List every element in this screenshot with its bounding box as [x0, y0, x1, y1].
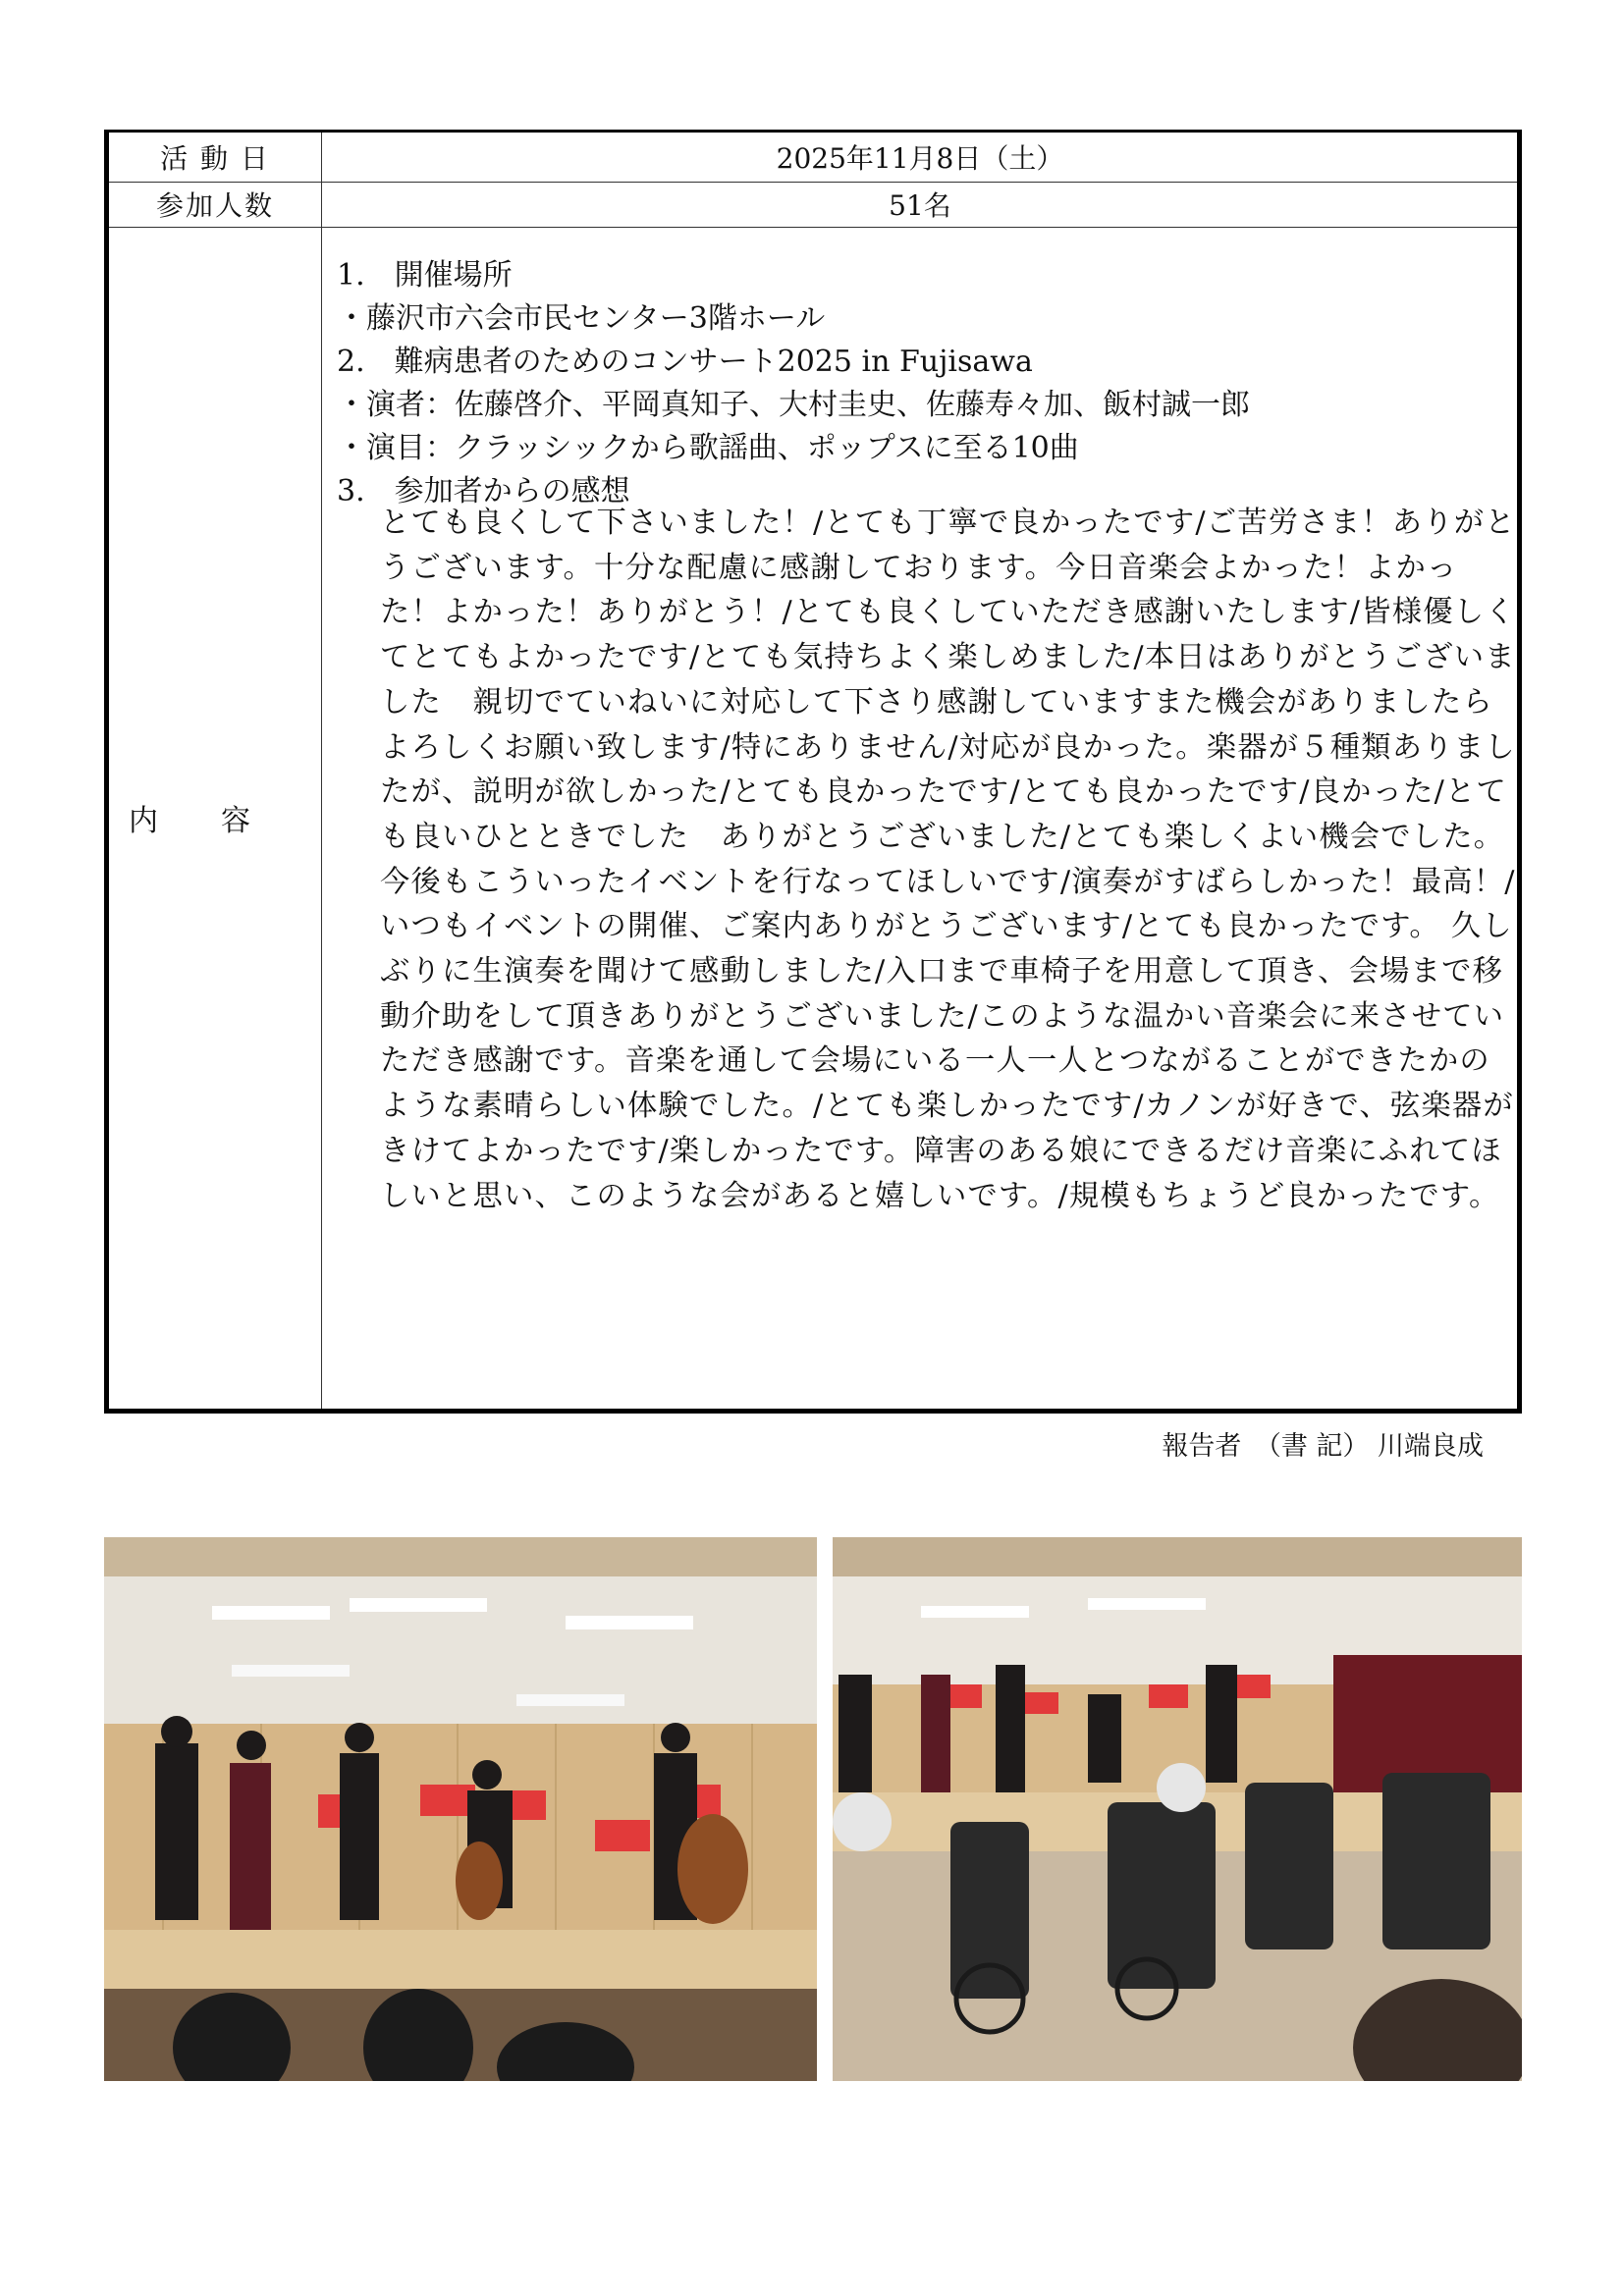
report-table [104, 130, 1522, 1462]
content-row [109, 227, 1517, 1462]
heading-concert: 2. 難病患者のためのコンサート2025 in Fujisawa [337, 345, 1033, 379]
venue-line: ・藤沢市六会市民センター3階ホール [337, 301, 826, 336]
activity-date-label: 活 動 日 [160, 142, 270, 175]
content-label-char-1: 内 [129, 804, 158, 838]
content-body [337, 227, 1516, 1462]
performers-line: ・演者：佐藤啓介、平岡真知子、大村圭史、佐藤寿々加、飯村誠一郎 [337, 388, 1250, 422]
participants-value: 51名 [889, 189, 951, 222]
heading-feedback: 3. 参加者からの感想 [337, 474, 630, 508]
concert-audience-photo [833, 1537, 1522, 2081]
program-line: ・演目：クラッシックから歌謡曲、ポップスに至る10曲 [337, 431, 1079, 465]
activity-date-row [109, 133, 1517, 183]
participants-row [109, 182, 1517, 228]
activity-date-value: 2025年11月8日（土） [776, 142, 1064, 175]
heading-venue: 1. 開催場所 [337, 258, 513, 293]
content-label [129, 227, 321, 1409]
participants-label: 参加人数 [155, 189, 274, 222]
reporter-signature: 報告者 （書 記） 川端良成 [1162, 1431, 1484, 1462]
participant-comments: とても良くして下さいました！/とても丁寧で良かったです/ご苦労さま！ありがとうございます。十分な配慮に感謝しております。今日音楽会よかった！よかった！よかった！ありがとう！/とても良くしていただき感謝いたします/皆様優しくてとてもよかったです/とても気持ちよく楽しめました/本日はありがとうございました 親切でていねいに対応して下さり感謝していますまた機会がありましたらよろしくお願い致します/特にありません/対応が良かった。楽器が５種類ありましたが、説明が欲しかった/とても良かったです/とても良かったです/良かった/とても良いひとときでした ありがとうございました/とても楽しくよい機会でした。 今後もこういったイベントを行なってほしいです/演奏がすばらしかった！最高！/いつもイベントの開催、ご案内ありがとうございます/とても良かったです。 久しぶりに生演奏を聞けて感動しました/入口まで車椅子を用意して頂き、会場まで移動介助をして頂きありがとうございました/このような温かい音楽会に来させていただき感謝です。音楽を通して会場にいる一人一人とつながることができたかのような素晴らしい体験でした。/とても楽しかったです/カノンが好きで、弦楽器がきけてよかったです/楽しかったです。障害のある娘にできるだけ音楽にふれてほしいと思い、このような会があると嬉しいです。/規模もちょうど良かったです。 [380, 506, 1516, 1213]
concert-stage-photo [104, 1537, 817, 2081]
content-label-char-2: 容 [221, 804, 250, 838]
